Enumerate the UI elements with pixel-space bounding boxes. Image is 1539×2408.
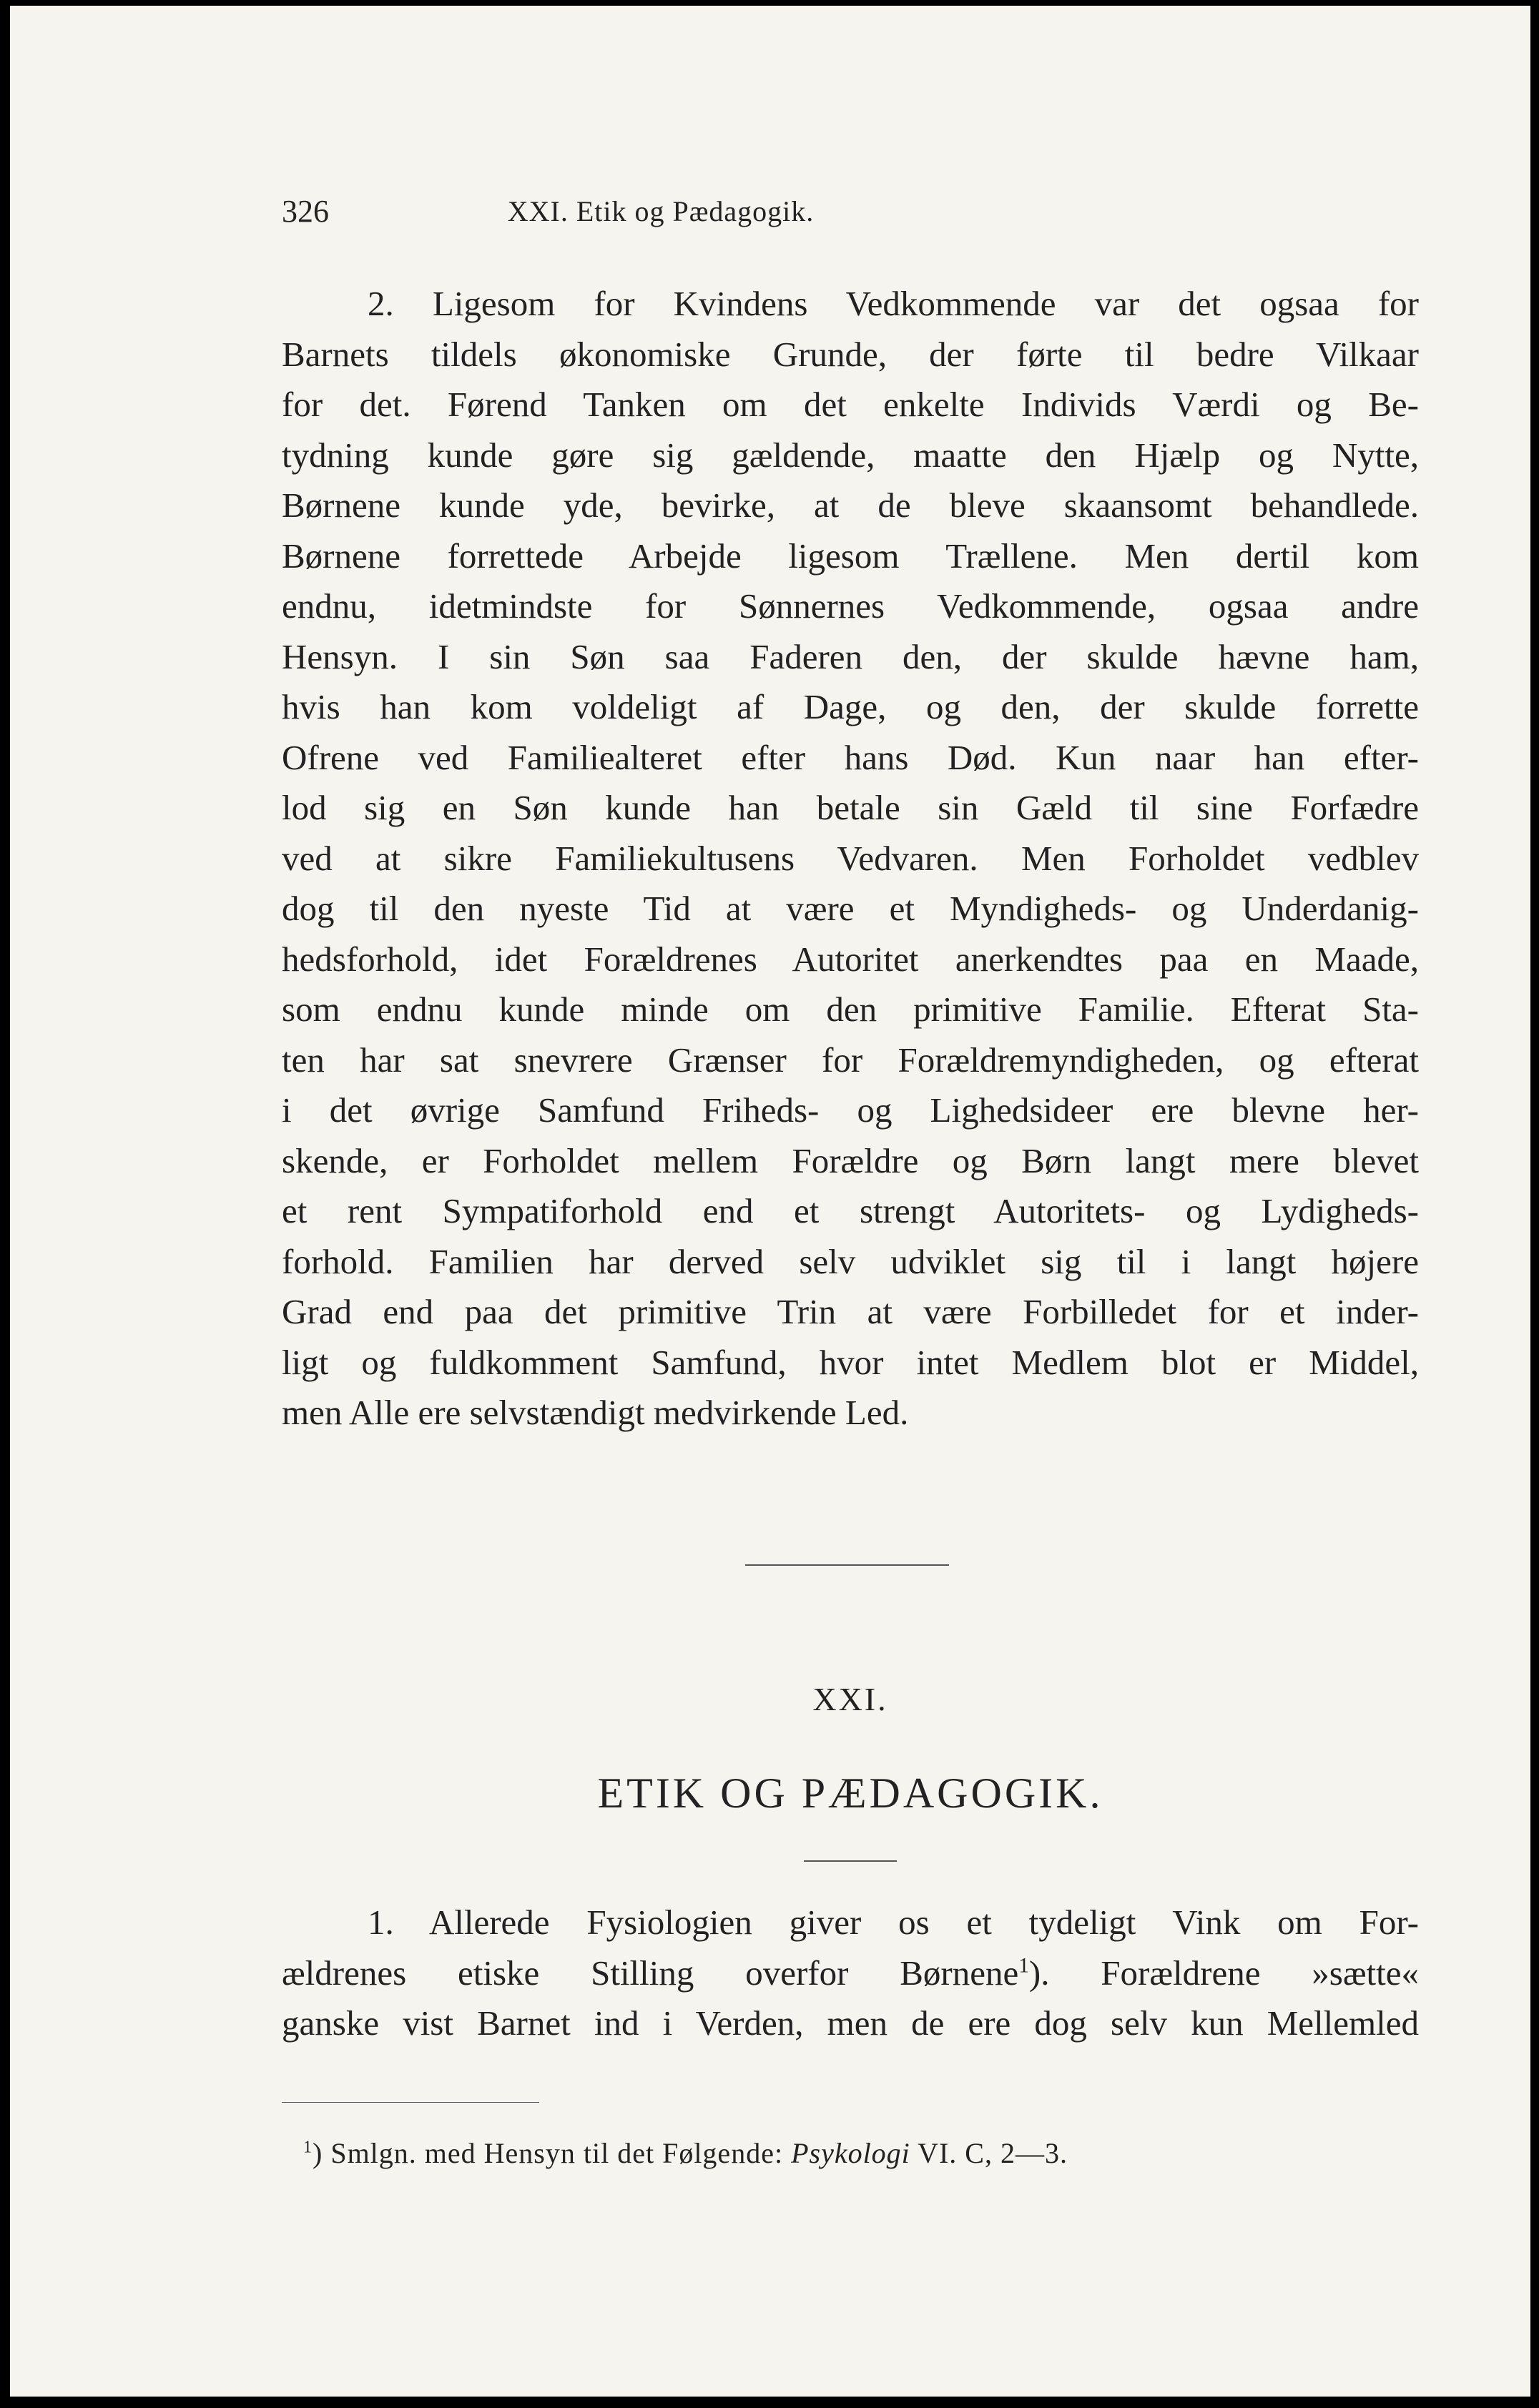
- section-1-paragraph: [282, 1898, 1419, 2049]
- text-line: Børnene forrettede Arbejde ligesom Trællene. Men dertil kom: [282, 536, 1419, 576]
- text-line: Børnene kunde yde, bevirke, at de bleve skaansomt behandlede.: [282, 485, 1419, 525]
- text-line: for det. Førend Tanken om det enkelte Individs Værdi og Be-: [282, 385, 1419, 424]
- footnote-separator: [282, 2102, 539, 2103]
- text-line: dog til den nyeste Tid at være et Myndigheds- og Underdanig-: [282, 889, 1419, 928]
- text-line: tydning kunde gøre sig gældende, maatte den Hjælp og Nytte,: [282, 435, 1419, 475]
- text-line: Barnets tildels økonomiske Grunde, der førte til bedre Vilkaar: [282, 334, 1419, 374]
- text-line: i det øvrige Samfund Friheds- og Lighedsideer ere blevne her-: [282, 1090, 1419, 1130]
- footnote-text: VI. C, 2—3.: [910, 2137, 1068, 2169]
- text-segment: ). Forældrene »sætte«: [1028, 1953, 1419, 1993]
- chapter-title-rule: [804, 1860, 897, 1862]
- section-divider: [745, 1564, 949, 1566]
- text-line: 2. Ligesom for Kvindens Vedkommende var det ogsaa for: [368, 284, 1419, 323]
- text-line: forhold. Familien har derved selv udviklet sig til i langt højere: [282, 1241, 1419, 1281]
- page-number: 326: [282, 194, 329, 229]
- text-line: 1. Allerede Fysiologien giver os et tydeligt Vink om For-: [368, 1903, 1419, 1942]
- footnote: [303, 2132, 1068, 2175]
- text-line: ved at sikre Familiekultusens Vedvaren. Men Forholdet vedblev: [282, 838, 1419, 878]
- section-2-paragraph: [282, 279, 1419, 1439]
- running-title: XXI. Etik og Pædagogik.: [507, 195, 815, 227]
- footnote-text: ) Smlgn. med Hensyn til det Følgende:: [313, 2137, 792, 2169]
- text-line: hvis han kom voldeligt af Dage, og den, der skulde forrette: [282, 687, 1419, 726]
- text-line: [282, 1948, 1419, 1999]
- text-line: ten har sat snevrere Grænser for Forældremyndigheden, og efterat: [282, 1040, 1419, 1080]
- footnote-reference-title: Psykologi: [791, 2137, 910, 2169]
- text-line: ganske vist Barnet ind i Verden, men de ere dog selv kun Mellemled: [282, 2003, 1419, 2043]
- text-line: endnu, idetmindste for Sønnernes Vedkommende, ogsaa andre: [282, 586, 1419, 626]
- text-line: men Alle ere selvstændigt medvirkende Led.: [282, 1393, 909, 1432]
- text-line: et rent Sympatiforhold end et strengt Autoritets- og Lydigheds-: [282, 1191, 1419, 1230]
- text-line: Grad end paa det primitive Trin at være Forbilledet for et inder-: [282, 1292, 1419, 1331]
- text-line: hedsforhold, idet Forældrenes Autoritet anerkendtes paa en Maade,: [282, 939, 1419, 979]
- text-line: Hensyn. I sin Søn saa Faderen den, der skulde hævne ham,: [282, 636, 1419, 676]
- chapter-title: ETIK OG PÆDAGOGIK.: [597, 1770, 1103, 1817]
- text-segment: ældrenes etiske Stilling overfor Børnene: [282, 1953, 1019, 1993]
- text-line: ligt og fuldkomment Samfund, hvor intet Medlem blot er Middel,: [282, 1342, 1419, 1382]
- chapter-number: XXI.: [812, 1681, 888, 1717]
- footnote-mark: 1: [303, 2138, 313, 2157]
- running-head: [282, 190, 1419, 233]
- text-line: lod sig en Søn kunde han betale sin Gæld til sine Forfædre: [282, 788, 1419, 827]
- text-line: skende, er Forholdet mellem Forældre og Børn langt mere blevet: [282, 1140, 1419, 1180]
- book-page: [10, 6, 1530, 2397]
- text-line: Ofrene ved Familiealteret efter hans Død. Kun naar han efter-: [282, 737, 1419, 777]
- footnote-reference: 1: [1018, 1954, 1029, 1978]
- text-line: som endnu kunde minde om den primitive Familie. Efterat Sta-: [282, 990, 1419, 1029]
